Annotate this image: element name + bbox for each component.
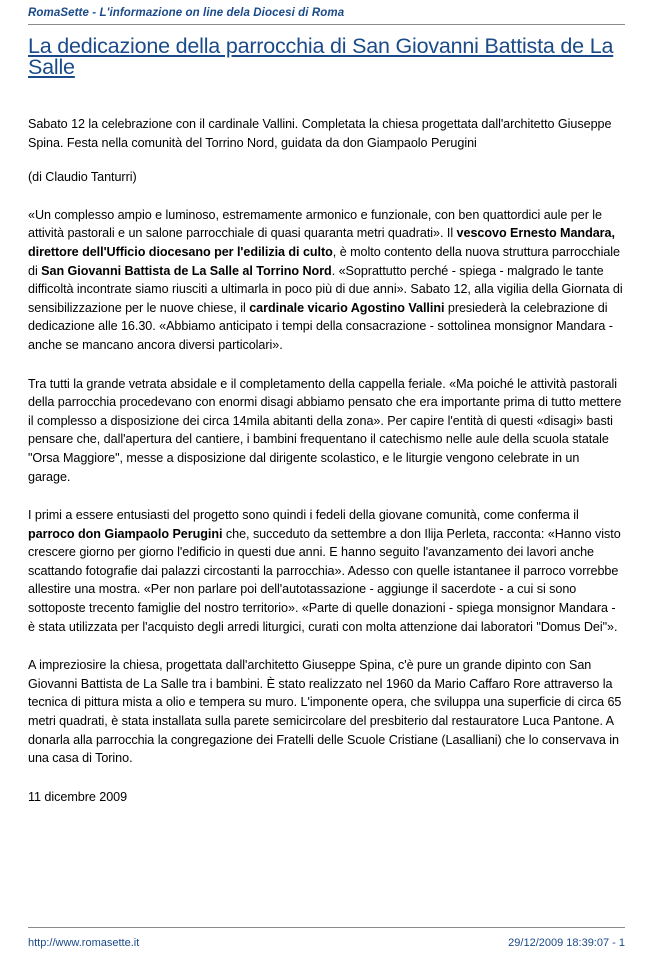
text-run: . «Soprattutto perché - spiega - malgrado le tante difficoltà incontrate siamo riusciti a ultimarla in poco più di due anni». Sabato 12, alla vigilia della Giornata di sensibilizzazione per le nuove chiese, il — [28, 263, 623, 315]
text-run: I primi a essere entusiasti del progetto sono quindi i fedeli della giovane comunità, come conferma il — [28, 508, 579, 523]
text-run: presiederà la celebrazione di dedicazione alle 16.30. «Abbiamo anticipato i tempi della consacrazione - sottolinea monsignor Mandara - anche se mancano ancora diversi particolari». — [28, 300, 613, 352]
bold-run: vescovo Ernesto Mandara, direttore dell'Ufficio diocesano per l'edilizia di culto — [28, 226, 615, 259]
paragraph-1 — [28, 206, 625, 355]
text-run: «Un complesso ampio e luminoso, estremamente armonico e funzionale, con ben quattordici aule per le attività pastorali e un salone parrocchiale di quasi quaranta metri quadrati». Il — [28, 207, 602, 241]
paragraph-4: A impreziosire la chiesa, progettata dall'architetto Giuseppe Spina, c'è pure un grande dipinto con San Giovanni Battista de La Salle tra i bambini. È stato realizzato nel 1960 da Mario Caffaro Rore attraverso la tecnica di pittura mista a olio e tempera su muro. L'imponente opera, che sviluppa una superficie di circa 65 metri quadrati, è stata installata sulla parete semicircolare del presbiterio dal restauratore Luca Pantone. A donarla alla parrocchia la congregazione dei Fratelli delle Scuole Cristiane (Lasalliani) che lo conservava in una casa di Torino. — [28, 658, 622, 766]
text-run: , è molto contento della nuova struttura parrocchiale di — [28, 244, 620, 278]
bold-run: cardinale vicario Agostino Vallini — [249, 300, 445, 315]
page-header — [28, 3, 625, 25]
footer-url-link[interactable]: http://www.romasette.it — [28, 937, 140, 949]
bold-run: parroco don Giampaolo Perugini — [28, 526, 223, 541]
article — [28, 36, 625, 806]
text-run: che, succeduto da settembre a don Ilija Perleta, racconta: «Hanno visto crescere giorno per giorno l'edificio in questi due anni. E hanno seguito l'avanzamento dei lavori anche scattando fotografie dai palazzi circostanti la parrocchia». Adesso con quelle istantanee il parroco vorrebbe allestire una mostra. «Per non parlare poi dell'autotassazione - aggiunge il sacerdote - a cui si sono sottoposte trecento famiglie del nostro territorio». «Parte di quelle donazioni - spiega monsignor Mandara - è stata utilizzata per l'acquisto degli arredi liturgici, curati con molta attenzione dai laboratori "Domus Dei"». — [28, 526, 621, 634]
paragraph-3 — [28, 506, 625, 636]
site-title: RomaSette - L'informazione on line dela Diocesi di Roma — [28, 7, 345, 19]
page-footer — [28, 927, 625, 949]
publication-date: 11 dicembre 2009 — [28, 789, 128, 804]
article-title[interactable]: La dedicazione della parrocchia di San Giovanni Battista de La Salle — [28, 34, 614, 79]
article-author: (di Claudio Tanturri) — [28, 170, 137, 185]
print-timestamp: 29/12/2009 18:39:07 - 1 — [508, 937, 625, 949]
paragraph-2: Tra tutti la grande vetrata absidale e il completamento della cappella feriale. «Ma poiché le attività pastorali della parrocchia procedevano con enormi disagi abbiamo pensato che era importante prima di tutto mettere il complesso a disposizione dei circa 14mila abitanti della zona». Per capire l'entità di questi «disagi» basti pensare che, dall'apertura del cantiere, i bambini frequentano il catechismo nelle aule della scuola statale "Orsa Maggiore", messe a disposizione dal dirigente scolastico, e le liturgie vengono celebrate in un garage. — [28, 376, 622, 484]
article-subtitle: Sabato 12 la celebrazione con il cardinale Vallini. Completata la chiesa progettata dall'architetto Giuseppe Spina. Festa nella comunità del Torrino Nord, guidata da don Giampaolo Perugini — [28, 117, 612, 150]
bold-run: San Giovanni Battista de La Salle al Torrino Nord — [41, 263, 332, 278]
